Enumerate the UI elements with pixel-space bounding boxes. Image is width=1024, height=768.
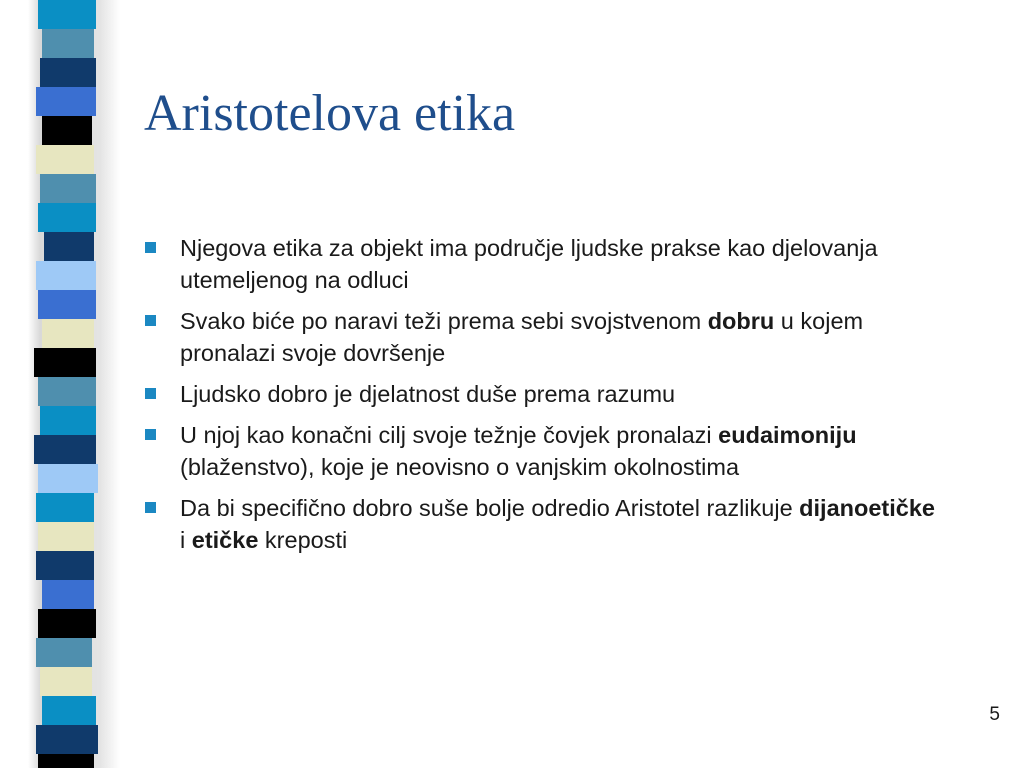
bullet-text: (blaženstvo), koje je neovisno o vanjskim okolnostima	[180, 454, 740, 480]
bold-term: etičke	[191, 527, 259, 553]
bullet-text: Njegova etika za objekt ima područje ljudske prakse kao djelovanja utemeljenog na odluci	[180, 235, 878, 293]
bullet-text: Da bi specifično dobro suše bolje odredio Aristotel razlikuje	[180, 495, 800, 521]
strip-segment	[44, 232, 94, 261]
bullet-item	[144, 419, 944, 483]
bullet-text: Ljudsko dobro je djelatnost duše prema razumu	[180, 381, 676, 407]
square-bullet-icon	[145, 388, 156, 399]
bullet-text: u kojem pronalazi svoje dovršenje	[180, 308, 864, 366]
square-bullet-icon	[145, 242, 156, 253]
page-number: 5	[989, 704, 1000, 725]
strip-segment	[40, 406, 96, 435]
strip-segment	[38, 290, 96, 319]
bullet-text: U njoj kao konačni cilj svoje težnje čovjek pronalazi	[180, 422, 719, 448]
bullet-list	[144, 232, 944, 565]
bold-term: dijanoetičke	[799, 495, 935, 521]
strip-segment	[42, 696, 96, 725]
decorative-strip	[32, 0, 140, 768]
strip-segment	[38, 609, 96, 638]
square-bullet-icon	[145, 315, 156, 326]
strip-segment	[40, 174, 96, 203]
strip-segment	[34, 348, 96, 377]
strip-segment	[36, 87, 96, 116]
strip-segment	[38, 377, 96, 406]
bullet-text: Svako biće po naravi teži prema sebi svojstvenom	[180, 308, 708, 334]
bullet-item	[144, 378, 944, 410]
strip-segment	[42, 116, 92, 145]
strip-segment	[38, 203, 96, 232]
strip-segment	[36, 551, 94, 580]
strip-segment	[38, 464, 98, 493]
strip-segment	[36, 493, 94, 522]
strip-segment	[40, 667, 92, 696]
bullet-item	[144, 232, 944, 296]
strip-segment	[42, 29, 94, 58]
strip-segment	[42, 319, 94, 348]
strip-segment	[34, 435, 96, 464]
bullet-text: kreposti	[258, 527, 348, 553]
bullet-text: i	[180, 527, 192, 553]
bold-term: dobru	[707, 308, 775, 334]
strip-segment	[36, 725, 98, 754]
strip-segment	[40, 58, 96, 87]
strip-segment	[36, 145, 94, 174]
strip-segment	[38, 754, 94, 768]
square-bullet-icon	[145, 502, 156, 513]
strip-segment	[36, 638, 92, 667]
strip-segment	[38, 0, 96, 29]
strip-segment	[36, 261, 96, 290]
strip-segment	[38, 522, 94, 551]
slide-title: Aristotelova etika	[144, 85, 516, 142]
bullet-item	[144, 492, 944, 556]
bullet-item	[144, 305, 944, 369]
bold-term: eudaimoniju	[718, 422, 857, 448]
square-bullet-icon	[145, 429, 156, 440]
strip-segment	[42, 580, 94, 609]
